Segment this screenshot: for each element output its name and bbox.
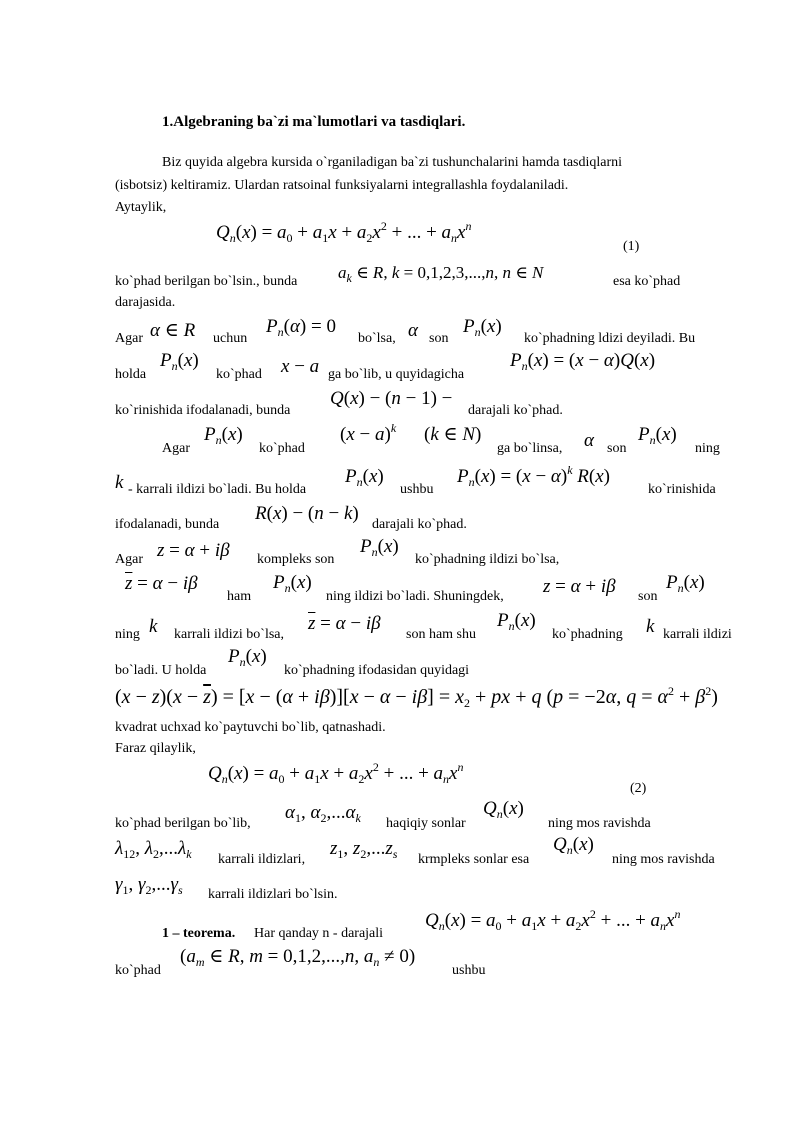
text-span: Faraz qilaylik, bbox=[115, 741, 196, 756]
equation-number: (2) bbox=[630, 781, 647, 796]
text-span: son ham shu bbox=[406, 627, 476, 642]
text-span: karrali ildizi bbox=[663, 627, 732, 642]
math-k: k bbox=[646, 616, 655, 637]
text-span: ushbu bbox=[452, 963, 486, 978]
text-span: ko`phad berilgan bo`lsin., bunda bbox=[115, 274, 298, 289]
text-span: karrali ildizi bo`lsa, bbox=[174, 627, 285, 642]
text-span: kvadrat uchxad ko`paytuvchi bo`lib, qatnashadi. bbox=[115, 720, 386, 735]
equation-2: $Q_n(x) = a_0 + a_1x + a_2x^2$ + ... + $a_nx^n$ bbox=[208, 760, 464, 786]
text-span: ning mos ravishda bbox=[612, 852, 715, 867]
text-span: uchun bbox=[213, 331, 248, 346]
text-span: ko`phad berilgan bo`lib, bbox=[115, 816, 251, 831]
paragraph-line: Biz quyida algebra kursida o`rganiladigan ba`zi tushunchalarini hamda tasdiqlarni bbox=[162, 155, 623, 170]
math-pn-x: $P_n(x)$ bbox=[497, 610, 536, 633]
math-qn-x: $Q_n(x)$ bbox=[553, 834, 594, 857]
math-multiplicities-lambda: $\lambda_{12}$, $\lambda_2,...\lambda_k$ bbox=[115, 838, 192, 861]
math-alpha: α bbox=[408, 320, 418, 341]
text-span: ko`rinishida ifodalanadi, bunda bbox=[115, 403, 291, 418]
math-k-factorization: $P_n(x) = (x - \alpha)^k$ R(x) bbox=[457, 463, 610, 489]
text-span: karrali ildizlari, bbox=[218, 852, 306, 867]
text-span: ifodalanadi, bunda bbox=[115, 517, 220, 532]
math-z-complex: z = α + iβ bbox=[157, 540, 230, 561]
text-span: ga bo`linsa, bbox=[497, 441, 563, 456]
text-span: Agar bbox=[162, 441, 190, 456]
paragraph-line: (isbotsiz) keltiramiz. Ulardan ratsoinal funksiyalarni integrallashla foydalaniladi. bbox=[115, 178, 569, 193]
math-pn-x: $P_n(x)$ bbox=[666, 572, 705, 595]
text-span: ko`phadning ildizi bo`lsa, bbox=[415, 552, 560, 567]
math-theorem-conditions: ($a_m$ ∈ R, m = 0,1,2,...,n, $a_n \ne 0$) bbox=[180, 946, 416, 969]
text-span: ko`phadning bbox=[552, 627, 623, 642]
math-pn-x: $P_n(x)$ bbox=[360, 536, 399, 559]
math-alpha: α bbox=[584, 430, 594, 451]
math-pn-x: $P_n(x)$ bbox=[160, 350, 199, 373]
text-span: ning bbox=[695, 441, 720, 456]
text-span: haqiqiy sonlar bbox=[386, 816, 466, 831]
math-pn-x: $P_n(x)$ bbox=[345, 466, 384, 489]
text-span: ushbu bbox=[400, 482, 434, 497]
equation-number: (1) bbox=[623, 239, 640, 254]
math-qn-x: $Q_n(x)$ bbox=[483, 798, 524, 821]
math-k-in-n: (k ∈ N) bbox=[424, 424, 482, 445]
math-z-conjugate: $\overline{z} = \alpha - i\beta$ bbox=[308, 613, 381, 634]
math-real-roots: $\alpha_1$, $\alpha_2,...\alpha_k$ bbox=[285, 802, 361, 825]
math-factorization: $P_n(x) = (x - \alpha)Q(x)$ bbox=[510, 350, 656, 373]
text-span: darajasida. bbox=[115, 295, 176, 310]
text-span: ko`phadning ldizi deyiladi. Bu bbox=[524, 331, 696, 346]
text-span: krmpleks sonlar esa bbox=[418, 852, 530, 867]
text-span: ko`rinishida bbox=[648, 482, 716, 497]
text-span: karrali ildizlari bo`lsin. bbox=[208, 887, 338, 902]
text-span: bo`ladi. U holda bbox=[115, 663, 207, 678]
text-span: ham bbox=[227, 589, 252, 604]
text-span: ko`phadning ifodasidan quyidagi bbox=[284, 663, 470, 678]
section-title: 1.Algebraning ba`zi ma`lumotlari va tasdiqlari. bbox=[162, 114, 466, 130]
text-span: - karrali ildizi bo`ladi. Bu holda bbox=[128, 482, 307, 497]
math-x-minus-a: x − a bbox=[281, 356, 320, 377]
paragraph-line: Aytaylik, bbox=[115, 200, 167, 215]
math-k: k bbox=[115, 472, 124, 493]
text-span: ga bo`lib, u quyidagicha bbox=[328, 367, 465, 382]
text-span: son bbox=[607, 441, 627, 456]
equation-1: $Q_n(x) = a_0 + a_1x + a_2x^2$ + ... + $a_nx^n$ bbox=[216, 219, 472, 245]
text-span: darajali ko`phad. bbox=[372, 517, 467, 532]
math-coefficient-condition: $a_k$ ∈ R, k = 0,1,2,3,...,n, n ∈ N bbox=[338, 263, 544, 285]
text-span: ning bbox=[115, 627, 140, 642]
text-span: Agar bbox=[115, 331, 143, 346]
math-z-complex: z = α + iβ bbox=[543, 576, 616, 597]
math-multiplicity-factor: $(x - a)^k$ bbox=[340, 421, 397, 445]
math-complex-roots: $z_1$, $z_2,...z_s$ bbox=[330, 838, 398, 861]
text-span: ning mos ravishda bbox=[548, 816, 651, 831]
theorem-label: 1 – teorema. bbox=[162, 926, 236, 941]
math-z-conjugate: $\overline{z} = \alpha - i\beta$ bbox=[125, 573, 198, 594]
math-alpha-in-r: α ∈ R bbox=[150, 320, 196, 341]
text-span: ko`phad bbox=[259, 441, 305, 456]
text-span: ko`phad bbox=[216, 367, 262, 382]
text-span: son bbox=[429, 331, 449, 346]
math-pn-x: $P_n(x)$ bbox=[638, 424, 677, 447]
math-root-condition: $P_n(\alpha) = 0$ bbox=[266, 316, 336, 339]
text-span: Agar bbox=[115, 552, 143, 567]
math-r-degree: R(x) − (n − k) bbox=[255, 503, 359, 524]
text-span: ko`phad bbox=[115, 963, 161, 978]
math-pn-x: $P_n(x)$ bbox=[463, 316, 502, 339]
text-span: holda bbox=[115, 367, 147, 382]
text-span: ning ildizi bo`ladi. Shuningdek, bbox=[326, 589, 504, 604]
math-theorem-polynomial: $Q_n(x) = a_0 + a_1x + a_2x^2$ + ... + $a_nx^n$ bbox=[425, 907, 681, 933]
math-quadratic-trinomial: $(x - z)(x - \overline{z}) = [x - (\alpha + i\beta)][x - \alpha - i\beta] = x_2$ + px + q (p = −2α, $q = \alpha^2 + \beta^2$) bbox=[115, 684, 718, 710]
math-pn-x: $P_n(x)$ bbox=[228, 646, 267, 669]
math-pn-x: $P_n(x)$ bbox=[204, 424, 243, 447]
text-span: bo`lsa, bbox=[358, 331, 396, 346]
math-multiplicities-gamma: $\gamma_1$, $\gamma_2,...\gamma_s$ bbox=[115, 874, 183, 897]
math-pn-x: $P_n(x)$ bbox=[273, 572, 312, 595]
text-span: darajali ko`phad. bbox=[468, 403, 563, 418]
text-span: son bbox=[638, 589, 658, 604]
text-span: Har qanday n - darajali bbox=[254, 926, 384, 941]
text-span: esa ko`phad bbox=[613, 274, 681, 289]
text-span: kompleks son bbox=[257, 552, 335, 567]
math-q-degree: Q(x) − (n − 1) − bbox=[330, 388, 453, 409]
math-k: k bbox=[149, 616, 158, 637]
